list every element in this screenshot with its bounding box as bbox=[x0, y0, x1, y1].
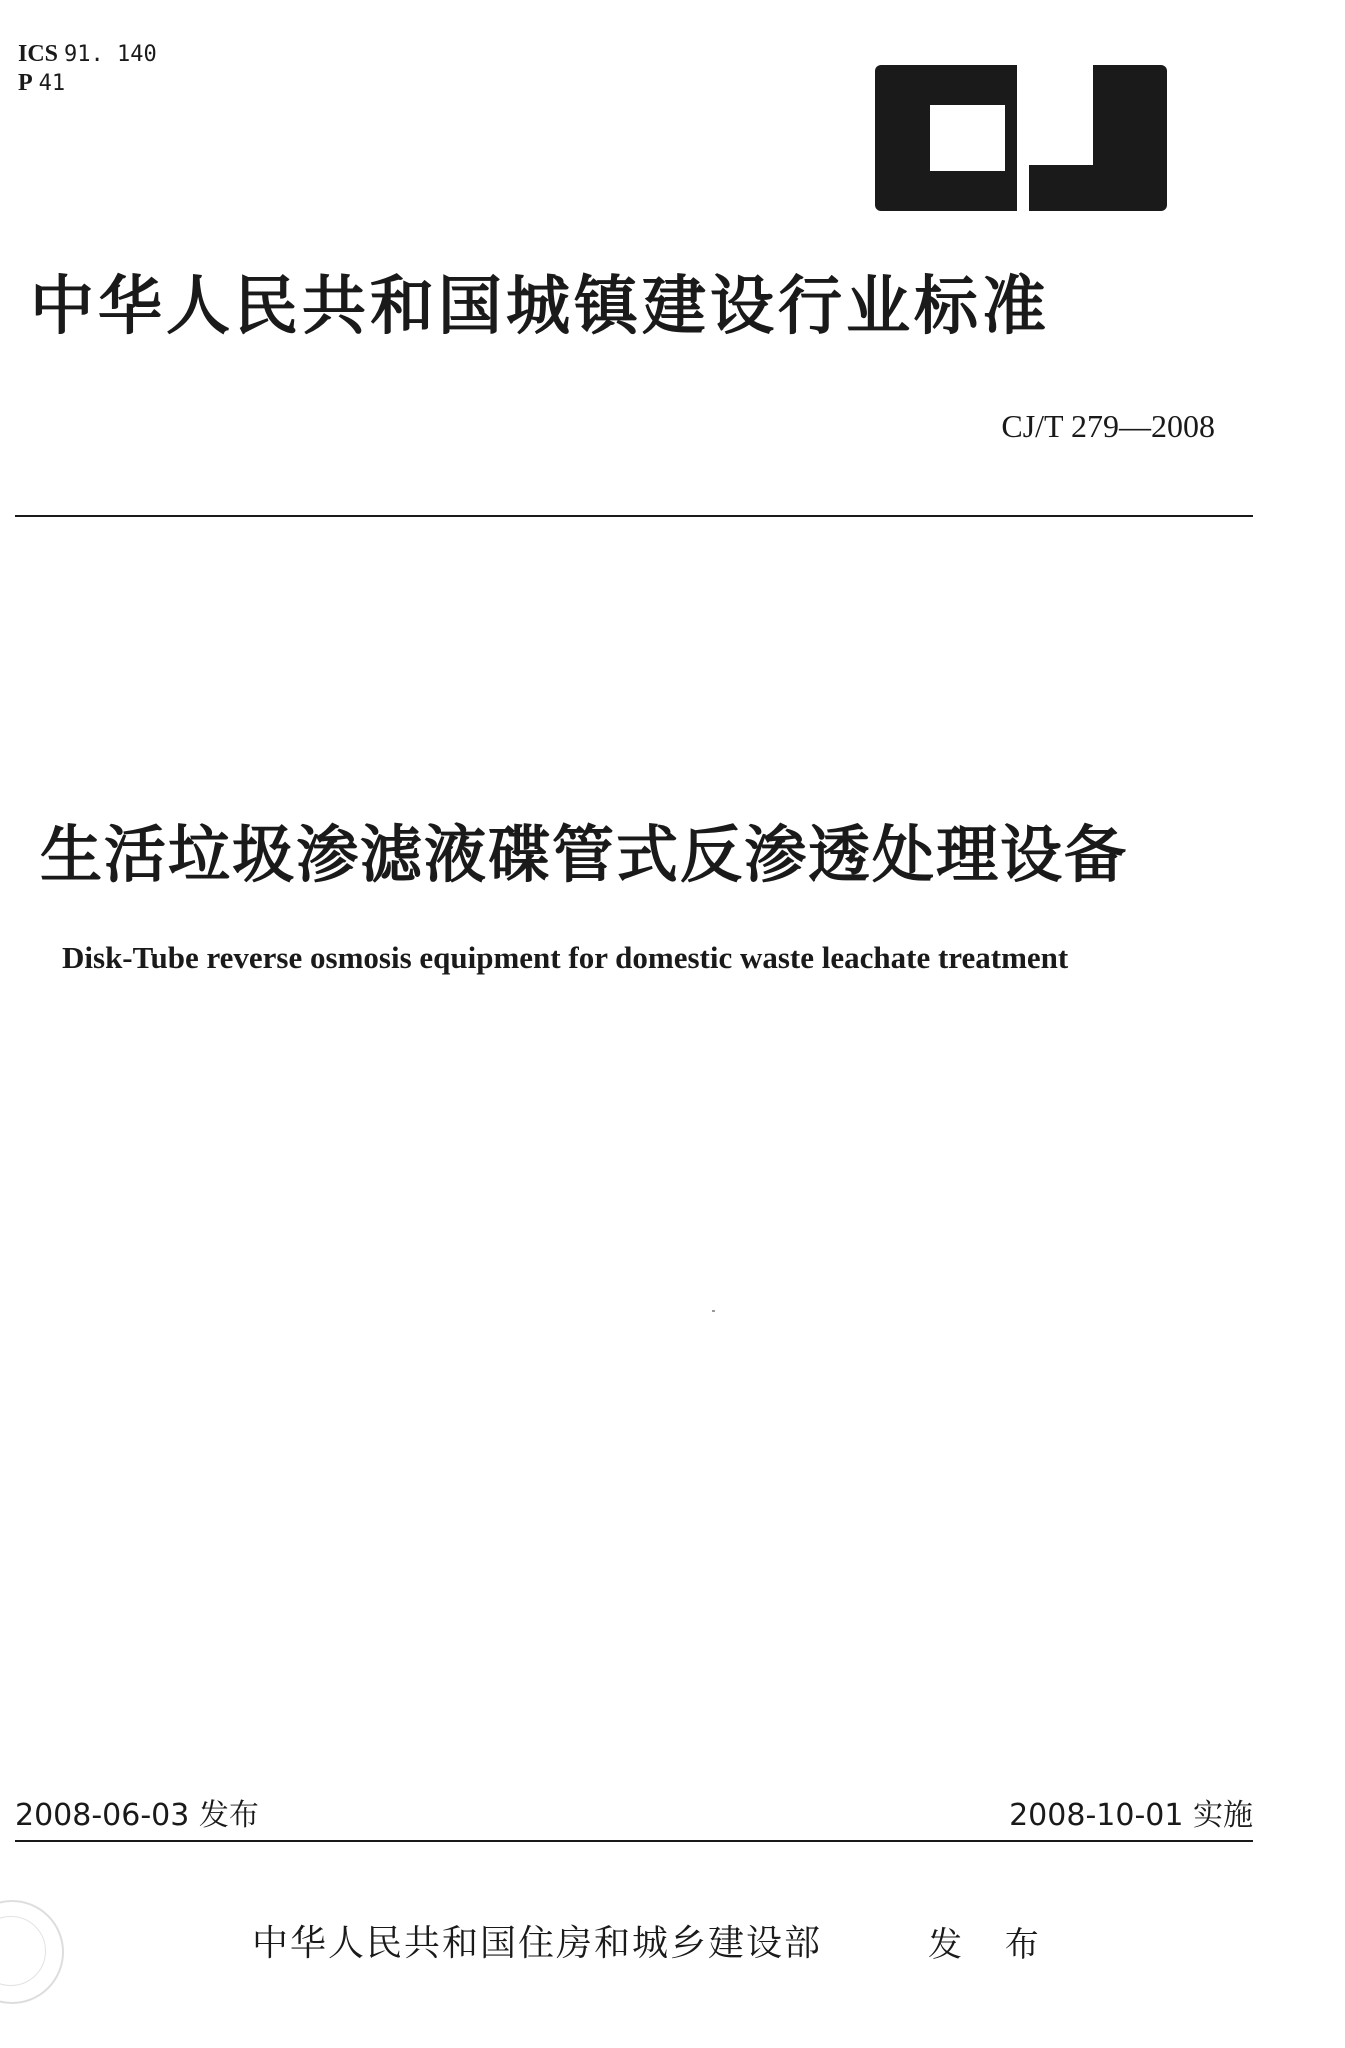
issue-date-label: 发布 bbox=[198, 1798, 259, 1833]
issue-date bbox=[15, 1790, 259, 1834]
industry-standard-title: 中华人民共和国城镇建设行业标准 bbox=[30, 270, 1050, 344]
standard-prefix: CJ/T bbox=[1001, 408, 1063, 444]
issue-date-value: 2008-06-03 bbox=[15, 1798, 190, 1833]
bottom-divider bbox=[15, 1840, 1253, 1842]
ics-code: 91. 140 bbox=[64, 42, 157, 67]
english-title: Disk-Tube reverse osmosis equipment for domestic waste leachate treatment bbox=[62, 940, 1069, 975]
ccs-label: P bbox=[18, 70, 33, 96]
cj-logo-icon bbox=[875, 65, 1167, 211]
publish-label: 发 布 bbox=[928, 1925, 1055, 1965]
ccs-code-line bbox=[18, 69, 157, 98]
implementation-date-label: 实施 bbox=[1193, 1798, 1253, 1833]
ccs-code: 41 bbox=[38, 71, 66, 96]
ics-code-line bbox=[18, 40, 157, 69]
standard-code: 279—2008 bbox=[1071, 408, 1215, 444]
chinese-title: 生活垃圾渗滤液碟管式反渗透处理设备 bbox=[40, 818, 1129, 891]
top-divider bbox=[15, 515, 1253, 517]
classification-codes bbox=[18, 40, 157, 98]
implementation-date bbox=[1009, 1790, 1253, 1834]
ics-label: ICS bbox=[18, 41, 59, 67]
implementation-date-value: 2008-10-01 bbox=[1009, 1798, 1184, 1833]
publisher-name: 中华人民共和国住房和城乡建设部 bbox=[252, 1923, 823, 1964]
library-stamp-icon bbox=[0, 1900, 64, 2004]
scan-speck bbox=[712, 1310, 715, 1312]
standard-number bbox=[1001, 408, 1215, 445]
